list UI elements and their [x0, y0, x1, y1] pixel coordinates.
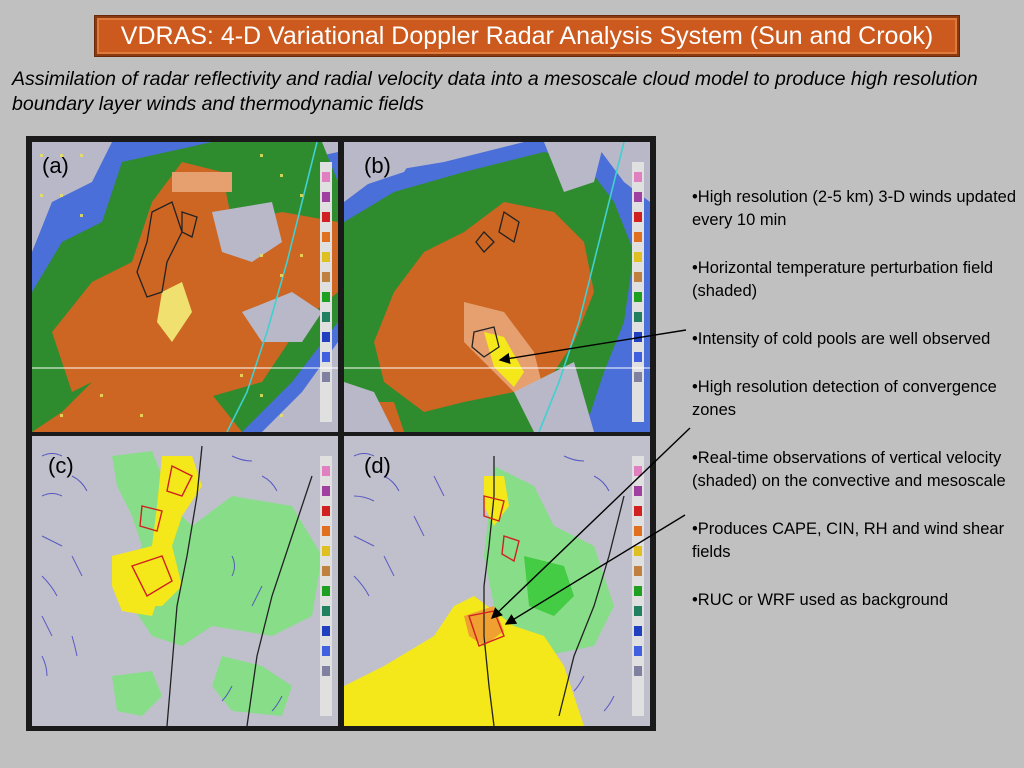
bullet-list: [692, 186, 1017, 637]
bullet-item: •High resolution detection of convergence zones: [692, 378, 997, 419]
bullet-item: •Real-time observations of vertical velocity (shaded) on the convective and mesoscale: [692, 449, 1006, 490]
panel-label-a: (a): [42, 153, 69, 178]
slide-title: VDRAS: 4-D Variational Doppler Radar Analysis System (Sun and Crook): [95, 16, 959, 56]
panel-label-d: (d): [364, 453, 391, 478]
vdras-figure: [26, 136, 656, 731]
panel-a: [32, 142, 338, 432]
panel-label-c: (c): [48, 453, 74, 478]
panel-label-b: (b): [364, 153, 391, 178]
vertical-velocity-map-c: [32, 436, 338, 726]
temperature-map-a: [32, 142, 338, 432]
bullet-item: •Produces CAPE, CIN, RH and wind shear fields: [692, 520, 1005, 561]
bullet-item: •Horizontal temperature perturbation field (shaded): [692, 259, 994, 300]
panel-b: [344, 142, 650, 432]
slide-subtitle: Assimilation of radar reflectivity and radial velocity data into a mesoscale cloud model to produce high resolution boundary layer winds and thermodynamic fields: [12, 68, 978, 115]
temperature-map-b: [344, 142, 650, 432]
panel-d: [344, 436, 650, 726]
vertical-velocity-map-d: [344, 436, 650, 726]
bullet-item: •High resolution (2-5 km) 3-D winds updated every 10 min: [692, 188, 1017, 229]
bullet-item: •Intensity of cold pools are well observed: [692, 330, 991, 348]
panel-c: [32, 436, 338, 726]
bullet-item: •RUC or WRF used as background: [692, 591, 949, 609]
